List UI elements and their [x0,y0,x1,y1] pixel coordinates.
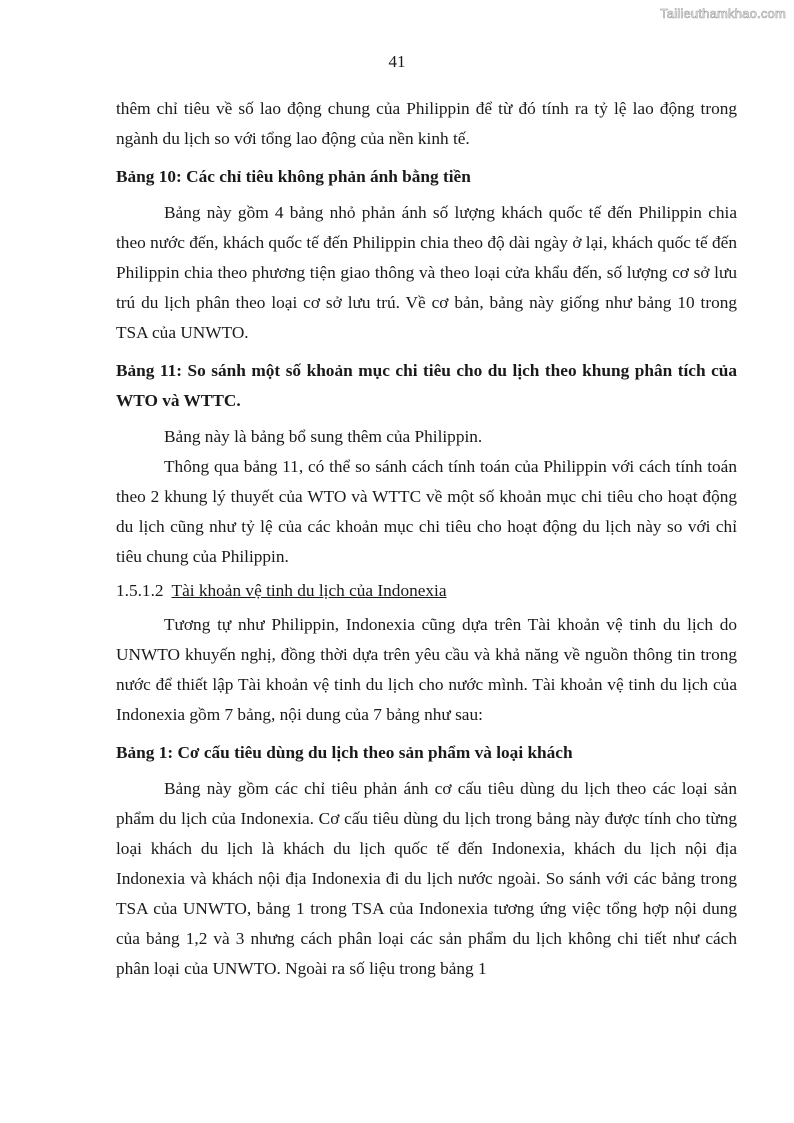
paragraph-labor-indicator: thêm chỉ tiêu về số lao động chung của Philippin để từ đó tính ra tỷ lệ lao động trong ngành du lịch so với tổng lao động của nền kinh tế. [116,99,737,148]
heading-table-10: Bảng 10: Các chỉ tiêu không phản ánh bằng tiền [116,167,471,186]
document-body [116,94,737,984]
section-number: 1.5.1.2 [116,581,164,600]
heading-table-11: Bảng 11: So sánh một số khoản mục chi tiêu cho du lịch theo khung phân tích của WTO và WTTC. [116,361,737,410]
watermark: Tailieuthamkhao.com [660,6,786,21]
paragraph-table-11-detail: Thông qua bảng 11, có thể so sánh cách tính toán của Philippin với cách tính toán theo 2 khung lý thuyết của WTO và WTTC về một số khoản mục chi tiêu cho hoạt động du lịch cũng như tỷ lệ của các khoản mục chi tiêu cho hoạt động du lịch này so với chỉ tiêu chung của Philippin. [116,457,737,566]
paragraph-table-1: Bảng này gồm các chỉ tiêu phản ánh cơ cấu tiêu dùng du lịch theo các loại sản phẩm du lịch của Indonexia. Cơ cấu tiêu dùng du lịch trong bảng này được tính cho từng loại khách du lịch là khách du lịch quốc tế đến Indonexia, khách du lịch nội địa Indonexia và khách nội địa Indonexia đi du lịch nước ngoài. So sánh với các bảng trong TSA của UNWTO, bảng 1 trong TSA của Indonexia tương ứng việc tổng hợp nội dung của bảng 1,2 và 3 nhưng cách phân loại các sản phẩm du lịch không chi tiết như cách phân loại của UNWTO. Ngoài ra số liệu trong bảng 1 [116,779,737,978]
paragraph-indonexia-intro: Tương tự như Philippin, Indonexia cũng dựa trên Tài khoản vệ tinh du lịch do UNWTO khuyến nghị, đồng thời dựa trên yêu cầu và khả năng về nguồn thông tin trong nước để thiết lập Tài khoản vệ tinh du lịch cho nước mình. Tài khoản vệ tinh du lịch của Indonexia gồm 7 bảng, nội dung của 7 bảng như sau: [116,615,737,724]
heading-table-1: Bảng 1: Cơ cấu tiêu dùng du lịch theo sản phẩm và loại khách [116,743,573,762]
paragraph-table-11-intro: Bảng này là bảng bổ sung thêm của Philippin. [164,427,483,446]
paragraph-table-10: Bảng này gồm 4 bảng nhỏ phản ánh số lượng khách quốc tế đến Philippin chia theo nước đến, khách quốc tế đến Philippin chia theo độ dài ngày ở lại, khách quốc tế đến Philippin chia theo phương tiện giao thông và theo loại cửa khẩu đến, số lượng cơ sở lưu trú du lịch phân theo loại cơ sở lưu trú. Về cơ bản, bảng này giống như bảng 10 trong TSA của UNWTO. [116,203,737,342]
page-number: 41 [388,52,406,71]
section-heading-indonexia [116,576,737,606]
section-title: Tài khoản vệ tinh du lịch của Indonexia [171,581,447,600]
